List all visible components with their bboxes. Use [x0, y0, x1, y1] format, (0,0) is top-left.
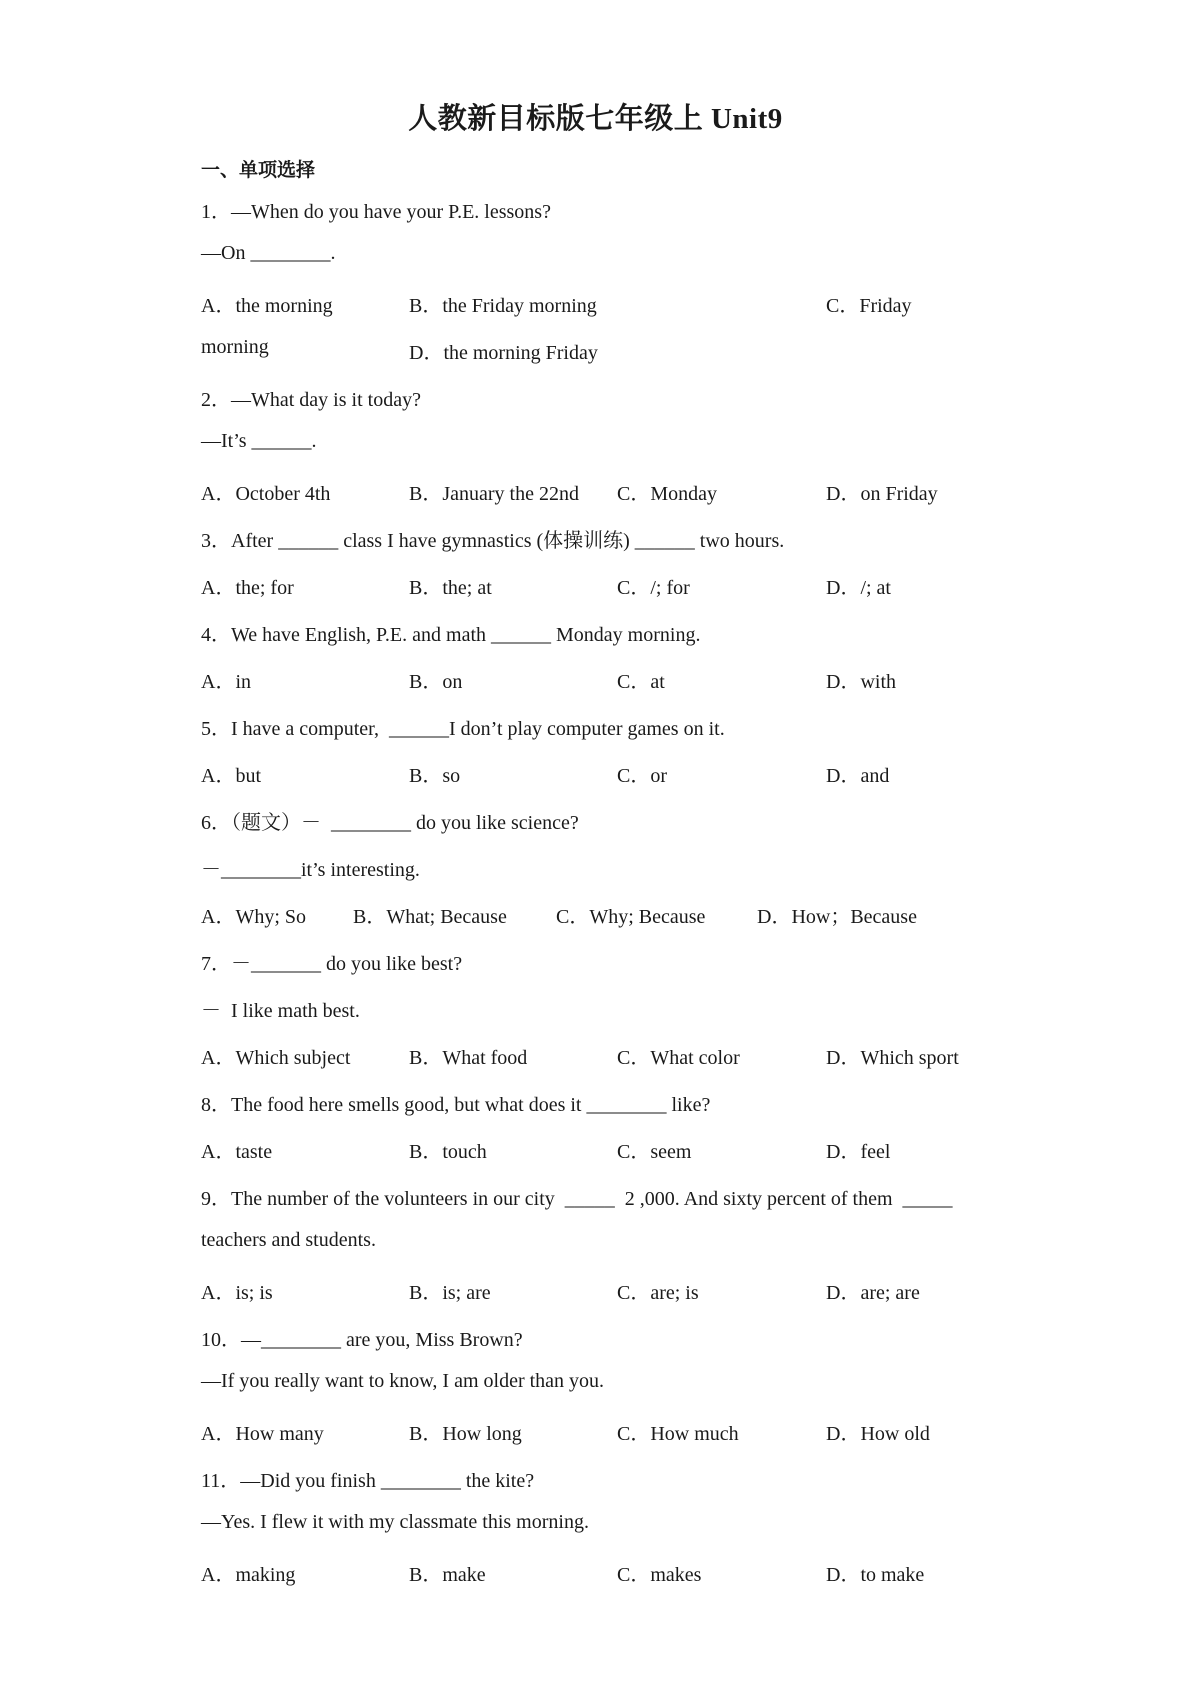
option-c: C．/; for	[617, 577, 690, 599]
option-c-continued: morning	[201, 336, 269, 358]
question-stem: － I like math best.	[201, 1000, 360, 1022]
option-b: B．the Friday morning	[409, 295, 597, 317]
question-stem: 2．—What day is it today?	[201, 389, 421, 411]
option-c: C．What color	[617, 1047, 740, 1069]
option-a: A．but	[201, 765, 261, 787]
option-d: D．are; are	[826, 1282, 920, 1304]
option-b: B．January the 22nd	[409, 483, 579, 505]
question-stem: 5．I have a computer, ______I don’t play computer games on it.	[201, 718, 725, 740]
option-a: A．October 4th	[201, 483, 331, 505]
option-c: C．at	[617, 671, 665, 693]
option-d: D．How old	[826, 1423, 930, 1445]
option-c: C．Friday	[826, 295, 912, 317]
option-c: C．Monday	[617, 483, 717, 505]
option-d: D．/; at	[826, 577, 891, 599]
option-c: C．are; is	[617, 1282, 699, 1304]
question-stem: —It’s ______.	[201, 430, 317, 452]
option-b: B．is; are	[409, 1282, 491, 1304]
question-stem: —If you really want to know, I am older than you.	[201, 1370, 605, 1392]
question-stem: 9．The number of the volunteers in our city _____ 2 ,000. And sixty percent of them _____	[201, 1188, 953, 1210]
question-stem: 1．—When do you have your P.E. lessons?	[201, 201, 551, 223]
question-stem: 6．（题文）－ ________ do you like science?	[201, 812, 579, 834]
option-b: B．on	[409, 671, 463, 693]
question-stem: —Yes. I flew it with my classmate this morning.	[201, 1511, 589, 1533]
option-d: D．the morning Friday	[409, 342, 598, 364]
option-c: C．makes	[617, 1564, 702, 1586]
option-b: B．touch	[409, 1141, 487, 1163]
option-c: C．seem	[617, 1141, 692, 1163]
question-stem: 3．After ______ class I have gymnastics (体操训练) ______ two hours.	[201, 530, 785, 552]
option-c: C．How much	[617, 1423, 739, 1445]
option-a: A．taste	[201, 1141, 273, 1163]
option-a: A．making	[201, 1564, 296, 1586]
page-title: 人教新目标版七年级上 Unit9	[408, 103, 783, 135]
option-d: D．and	[826, 765, 890, 787]
section-heading: 一、单项选择	[201, 160, 316, 181]
option-a: A．in	[201, 671, 251, 693]
option-b: B．What food	[409, 1047, 528, 1069]
option-b: B．so	[409, 765, 461, 787]
question-stem: teachers and students.	[201, 1229, 376, 1251]
option-d: D．on Friday	[826, 483, 938, 505]
question-stem: －________it’s interesting.	[201, 859, 420, 881]
option-a: A．How many	[201, 1423, 324, 1445]
option-a: A．the; for	[201, 577, 294, 599]
question-stem: 10．—________ are you, Miss Brown?	[201, 1329, 523, 1351]
option-c: C．Why; Because	[556, 906, 706, 928]
question-stem: 7．－_______ do you like best?	[201, 953, 463, 975]
question-stem: —On ________.	[201, 242, 336, 264]
option-d: D．feel	[826, 1141, 891, 1163]
question-stem: 11．—Did you finish ________ the kite?	[201, 1470, 535, 1492]
question-stem: 8．The food here smells good, but what does it ________ like?	[201, 1094, 711, 1116]
option-d: D．How；Because	[757, 906, 917, 928]
option-b: B．What; Because	[353, 906, 507, 928]
option-b: B．make	[409, 1564, 486, 1586]
option-d: D．with	[826, 671, 896, 693]
option-d: D．Which sport	[826, 1047, 959, 1069]
option-b: B．How long	[409, 1423, 522, 1445]
option-c: C．or	[617, 765, 667, 787]
option-d: D．to make	[826, 1564, 925, 1586]
option-a: A．Which subject	[201, 1047, 351, 1069]
option-a: A．the morning	[201, 295, 333, 317]
option-a: A．is; is	[201, 1282, 273, 1304]
option-b: B．the; at	[409, 577, 492, 599]
question-stem: 4．We have English, P.E. and math ______ Monday morning.	[201, 624, 701, 646]
option-a: A．Why; So	[201, 906, 306, 928]
